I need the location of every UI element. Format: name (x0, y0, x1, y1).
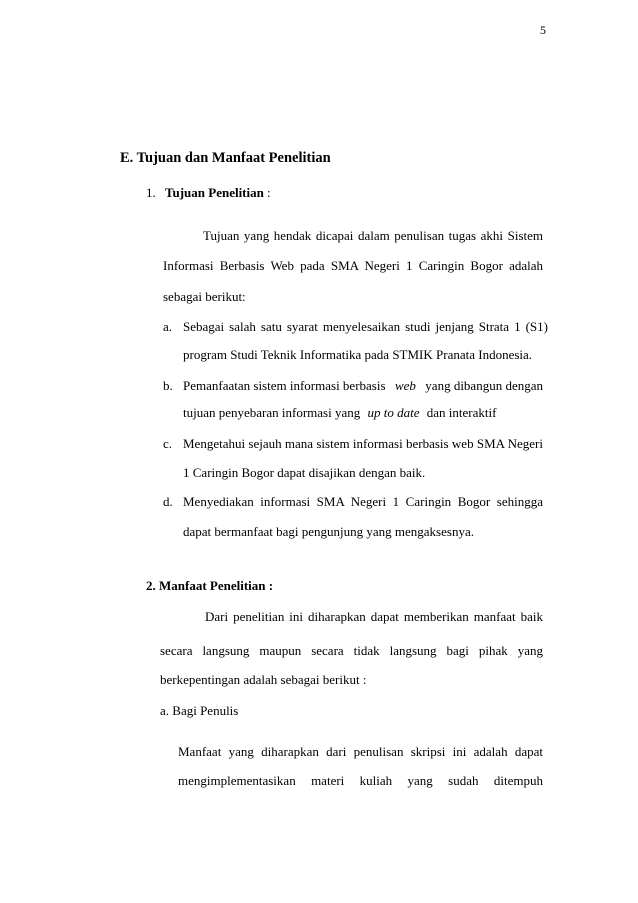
sub1-item-d-line-1: Menyediakan informasi SMA Negeri 1 Caringin Bogor sehingga (183, 494, 543, 509)
sub1-colon: : (267, 185, 271, 200)
sub1-number: 1. (146, 185, 156, 200)
sub1-item-d-label: d. (163, 494, 173, 509)
section-heading: E. Tujuan dan Manfaat Penelitian (120, 150, 331, 166)
sub2-title: 2. Manfaat Penelitian : (146, 578, 274, 593)
sub2-intro-line-3: berkepentingan adalah sebagai berikut : (160, 672, 367, 687)
sub1-item-b-line-1-italic: web (394, 378, 416, 393)
sub1-item-a-line-2: program Studi Teknik Informatika pada STMIK Pranata Indonesia. (183, 347, 533, 362)
sub1-intro-line-2: Informasi Berbasis Web pada SMA Negeri 1 Caringin Bogor adalah (163, 258, 543, 273)
sub1-title: Tujuan Penelitian (165, 185, 264, 200)
sub1-item-c-line-1: Mengetahui sejauh mana sistem informasi berbasis web SMA Negeri (183, 436, 543, 451)
sub1-item-a-label: a. (163, 319, 173, 334)
sub2-intro-line-2: secara langsung maupun secara tidak langsung bagi pihak yang (160, 643, 543, 658)
sub1-item-d-line-2: dapat bermanfaat bagi pengunjung yang mengaksesnya. (183, 524, 474, 539)
sub1-item-b-label: b. (163, 378, 173, 393)
page-number: 5 (540, 23, 546, 37)
sub1-item-c-line-2: 1 Caringin Bogor dapat disajikan dengan baik. (183, 465, 426, 480)
sub1-item-b-line-2a: tujuan penyebaran informasi yang (183, 405, 361, 420)
sub1-item-b-line-2 (183, 405, 496, 421)
sub1-item-a-line-1: Sebagai salah satu syarat menyelesaikan studi jenjang Strata 1 (S1) (183, 319, 548, 334)
sub2-intro-line-1: Dari penelitian ini diharapkan dapat memberikan manfaat baik (205, 609, 543, 624)
sub2-item-a-line-2: mengimplementasikan materi kuliah yang sudah ditempuh (178, 773, 543, 788)
sub2-item-a-line-1: Manfaat yang diharapkan dari penulisan skripsi ini adalah dapat (178, 744, 543, 759)
sub1-item-b-line-1 (183, 378, 543, 394)
sub1-item-b-line-1a: Pemanfaatan sistem informasi berbasis (183, 378, 386, 393)
sub1-intro-line-3: sebagai berikut: (163, 289, 246, 304)
sub1-item-c-label: c. (163, 436, 173, 451)
sub1-item-b-line-2b: dan interaktif (426, 405, 497, 420)
sub1-item-b-line-1b: yang dibangun dengan (425, 378, 543, 393)
sub1-intro-line-1: Tujuan yang hendak dicapai dalam penulisan tugas akhi Sistem (203, 228, 543, 243)
sub1-item-b-line-2-italic: up to date (367, 405, 420, 420)
sub2-item-a-label: a. Bagi Penulis (160, 703, 239, 718)
